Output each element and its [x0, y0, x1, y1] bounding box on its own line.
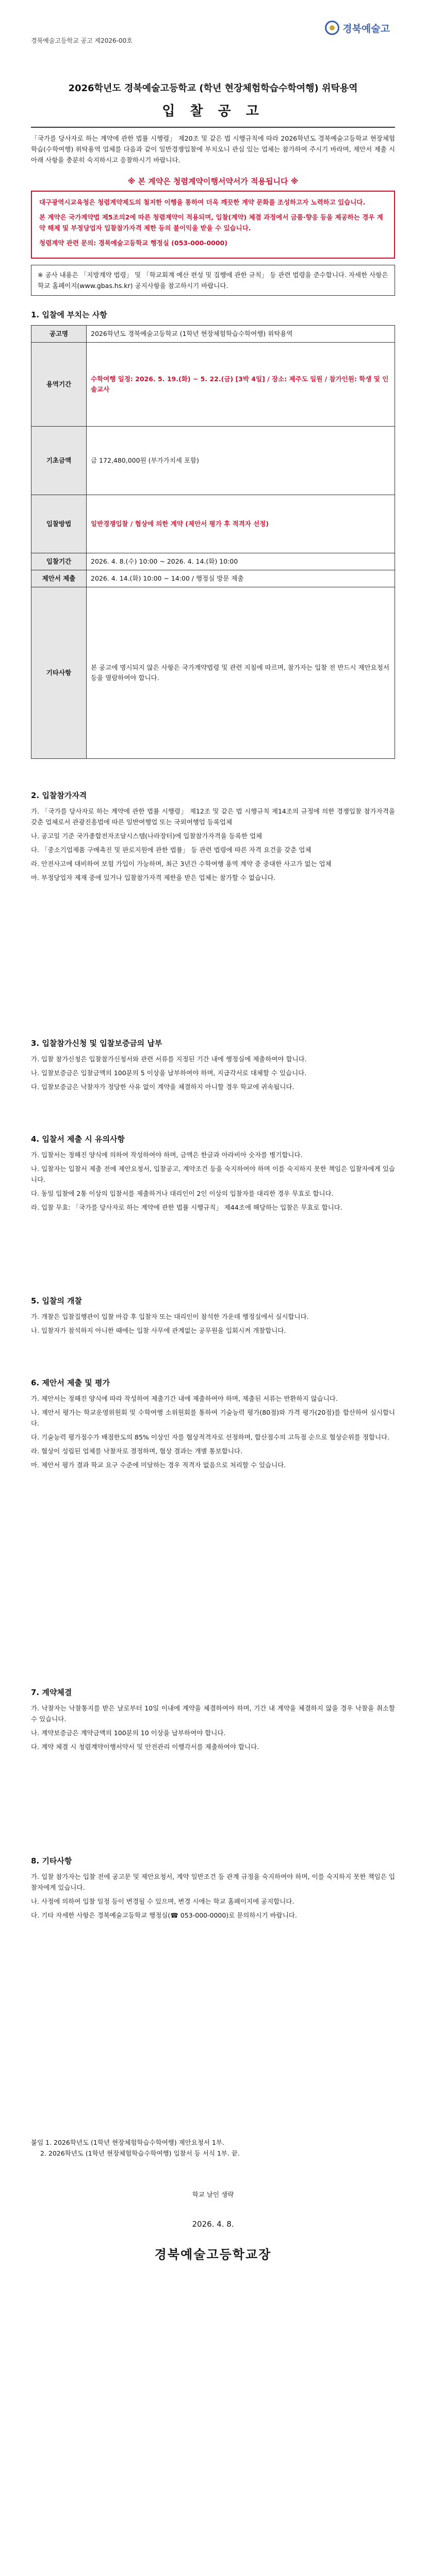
row-value: 2026. 4. 8.(수) 10:00 ~ 2026. 4. 14.(화) 10:00: [87, 553, 395, 570]
section-item: 나. 사정에 의하여 입찰 일정 등이 변경될 수 있으며, 변경 시에는 학교 홈페이지에 공지합니다.: [31, 1897, 294, 1905]
section-item: 나. 제안서 평가는 학교운영위원회 및 수학여행 소위원회를 통하여 기술능력 평가(80점)와 가격 평가(20점)를 합산하여 실시합니다.: [31, 1409, 395, 1427]
table-row: [31, 587, 395, 759]
section-item: 가. 입찰 참가신청은 입찰참가신청서와 관련 서류를 지정된 기간 내에 행정실에 제출하여야 합니다.: [31, 1055, 307, 1063]
section-heading: 6. 제안서 제출 및 평가: [31, 1378, 110, 1387]
row-label: 용역기간: [31, 343, 87, 427]
section-item: 나. 입찰보증금은 입찰금액의 100분의 5 이상을 납부하여야 하며, 지급각서로 대체할 수 있습니다.: [31, 1069, 307, 1077]
intro-paragraph: 「국가를 당사자로 하는 계약에 관한 법률 시행령」 제20조 및 같은 법 시행규칙에 따라 2026학년도 경북예술고등학교 현장체험학습(수학여행) 위탁용역 업체를 다음과 같이 일반경쟁입찰에 부치오니 관심 있는 업체는 참가하여 주시기 바라며, 제안서 제출 시 아래 사항을 충분히 숙지하시고 응찰하시기 바랍니다.: [31, 134, 395, 164]
section-item: 가. 제안서는 정해진 양식에 따라 작성하여 제출기간 내에 제출하여야 하며, 제출된 서류는 반환하지 않습니다.: [31, 1395, 338, 1402]
section-body: [31, 806, 395, 883]
section-heading: 2. 입찰참가자격: [31, 791, 87, 800]
row-value: 일반경쟁입찰 / 협상에 의한 계약 (제안서 평가 후 적격자 선정): [87, 495, 395, 553]
row-label: 기타사항: [31, 587, 87, 759]
section-body: [31, 1311, 395, 1336]
logo-text: 경북예술고: [342, 23, 390, 35]
table-row: [31, 343, 395, 427]
warning-item: 본 계약은 국가계약법 제5조의2에 따른 청렴계약이 적용되며, 입찰(계약) 체결 과정에서 금품·향응 등을 제공하는 경우 계약 해제 및 부정당업자 입찰참가자격 제한 등의 불이익을 받을 수 있습니다.: [39, 213, 383, 232]
title-divider: [31, 127, 395, 128]
integrity-warning-box: [31, 191, 395, 259]
section-item: 가. 입찰 참가자는 입찰 전에 공고문 및 제안요청서, 계약 일반조건 등 관계 규정을 숙지하여야 하며, 이를 숙지하지 못한 책임은 입찰자에게 있습니다.: [31, 1873, 395, 1891]
notice-box: ※ 공사 내용은 「지방계약 법령」 및 「학교회계 예산 편성 및 집행에 관한 규칙」 등 관련 법령을 준수합니다. 자세한 사항은 학교 홈페이지(www.gbas.hs.kr) 공지사항을 참고하시기 바랍니다.: [31, 265, 395, 296]
table-row: [31, 553, 395, 570]
section-item: 마. 부정당업자 제재 중에 있거나 입찰참가자격 제한을 받은 업체는 참가할 수 없습니다.: [31, 874, 276, 882]
document-number: 경북예술고등학교 공고 제2026-00호: [31, 37, 133, 44]
row-label: 입찰방법: [31, 495, 87, 553]
table-row: [31, 326, 395, 343]
section-item: 라. 입찰 무효: 「국가를 당사자로 하는 계약에 관한 법률 시행규칙」 제44조에 해당하는 입찰은 무효로 합니다.: [31, 1204, 342, 1211]
section-body: [31, 1393, 395, 1470]
section-item: 나. 계약보증금은 계약금액의 100분의 10 이상을 납부하여야 합니다.: [31, 1729, 226, 1737]
section-item: 라. 안전사고에 대비하여 보험 가입이 가능하며, 최근 3년간 수학여행 용역 계약 중 중대한 사고가 없는 업체: [31, 860, 332, 868]
signer-name: 경북예술고등학교장: [154, 2247, 272, 2262]
notice-date: 2026. 4. 8.: [192, 2219, 234, 2229]
table-row: [31, 427, 395, 495]
attachment-item: 2. 2026학년도 (1학년 현장체험학습수학여행) 입찰서 등 서식 1부. 끝.: [40, 2149, 240, 2157]
school-logo: [325, 21, 390, 35]
attachment-item: 붙임 1. 2026학년도 (1학년 현장체험학습수학여행) 제안요청서 1부.: [31, 2139, 224, 2146]
section-heading: 1. 입찰에 부치는 사항: [31, 310, 107, 319]
school-emblem-icon: [325, 21, 339, 35]
section-body: [31, 1054, 395, 1092]
section-body: [31, 1871, 395, 1921]
row-value: 본 공고에 명시되지 않은 사항은 국가계약법령 및 관련 지침에 따르며, 참가자는 입찰 전 반드시 제안요청서 등을 열람하여야 합니다.: [87, 587, 395, 759]
section-item: 가. 「국가를 당사자로 하는 계약에 관한 법률 시행령」 제12조 및 같은 법 시행규칙 제14조의 규정에 의한 경쟁입찰 참가자격을 갖춘 업체로서 관광진흥법에 따른 일반여행업 또는 국외여행업 등록업체: [31, 807, 395, 826]
section-body: [31, 1149, 395, 1213]
section-item: 다. 「중소기업제품 구매촉진 및 판로지원에 관한 법률」 등 관련 법령에 따른 자격 요건을 갖춘 업체: [31, 846, 312, 854]
section-heading: 5. 입찰의 개찰: [31, 1296, 83, 1306]
section-item: 다. 동일 입찰에 2통 이상의 입찰서를 제출하거나 대리인이 2인 이상의 입찰자를 대리한 경우 무효로 합니다.: [31, 1190, 334, 1197]
row-label: 기초금액: [31, 427, 87, 495]
section-item: 가. 개찰은 입찰집행관이 입찰 마감 후 입찰자 또는 대리인이 참석한 가운데 행정실에서 실시합니다.: [31, 1313, 309, 1320]
row-value: 수학여행 일정: 2026. 5. 19.(화) ~ 5. 22.(금) [3박 4일] / 장소: 제주도 일원 / 참가인원: 학생 및 인솔교사: [87, 343, 395, 427]
section-item: 라. 협상이 성립된 업체를 낙찰자로 결정하며, 협상 결과는 개별 통보합니다.: [31, 1447, 242, 1455]
section-item: 가. 입찰서는 정해진 양식에 의하여 작성하여야 하며, 금액은 한글과 아라비아 숫자를 병기합니다.: [31, 1151, 303, 1159]
section-item: 마. 제안서 평가 결과 학교 요구 수준에 미달하는 경우 적격자 없음으로 처리할 수 있습니다.: [31, 1461, 286, 1469]
integrity-warning-title: ※ 본 계약은 청렴계약이행서약서가 적용됩니다 ※: [127, 177, 299, 186]
section-item: 나. 입찰자는 입찰서 제출 전에 제안요청서, 입찰공고, 계약조건 등을 숙지하여야 하며 이를 숙지하지 못한 책임은 입찰자에게 있습니다.: [31, 1165, 395, 1183]
section-body: [31, 1703, 395, 1752]
section-heading: 7. 계약체결: [31, 1688, 72, 1697]
section-heading: 8. 기타사항: [31, 1856, 72, 1866]
row-label: 입찰기간: [31, 553, 87, 570]
section-item: 가. 낙찰자는 낙찰통지를 받은 날로부터 10일 이내에 계약을 체결하여야 하며, 기간 내 계약을 체결하지 않을 경우 낙찰을 취소할 수 있습니다.: [31, 1704, 395, 1723]
section-item: 다. 입찰보증금은 낙찰자가 정당한 사유 없이 계약을 체결하지 아니할 경우 학교에 귀속됩니다.: [31, 1083, 294, 1091]
row-value: 2026학년도 경북예술고등학교 (1학년 현장체험학습수학여행) 위탁용역: [87, 326, 395, 343]
attachments: [31, 2137, 395, 2159]
warning-item: 대구광역시교육청은 청렴계약제도의 철저한 이행을 통하여 더욱 깨끗한 계약 문화를 조성하고자 노력하고 있습니다.: [39, 198, 366, 206]
bid-info-table: [31, 325, 395, 759]
row-value: 2026. 4. 14.(화) 10:00 ~ 14:00 / 행정실 방문 제출: [87, 570, 395, 587]
row-value: 금 172,480,000원 (부가가치세 포함): [87, 427, 395, 495]
table-row: [31, 570, 395, 587]
warning-item: 청렴계약 관련 문의: 경북예술고등학교 행정실 (053-000-0000): [39, 239, 227, 247]
section-item: 나. 공고일 기준 국가종합전자조달시스템(나라장터)에 입찰참가자격을 등록한 업체: [31, 832, 263, 840]
section-item: 다. 기술능력 평가점수가 배점한도의 85% 이상인 자를 협상적격자로 선정하며, 합산점수의 고득점 순으로 협상순위를 정합니다.: [31, 1433, 390, 1441]
row-label: 공고명: [31, 326, 87, 343]
section-heading: 4. 입찰서 제출 시 유의사항: [31, 1134, 125, 1144]
section-heading: 3. 입찰참가신청 및 입찰보증금의 납부: [31, 1039, 162, 1048]
seal-note: 학교 날인 생략: [192, 2191, 234, 2198]
row-label: 제안서 제출: [31, 570, 87, 587]
notice-title: 2026학년도 경북예술고등학교 (학년 현장체험학습수학여행) 위탁용역: [68, 83, 358, 94]
notice-subtitle: 입 찰 공 고: [162, 104, 264, 119]
section-item: 다. 계약 체결 시 청렴계약이행서약서 및 안전관리 이행각서를 제출하여야 합니다.: [31, 1743, 259, 1751]
section-item: 다. 기타 자세한 사항은 경북예술고등학교 행정실(☎ 053-000-0000)로 문의하시기 바랍니다.: [31, 1911, 297, 1919]
table-row: [31, 495, 395, 553]
section-item: 나. 입찰자가 참석하지 아니한 때에는 입찰 사무에 관계없는 공무원을 입회시켜 개찰합니다.: [31, 1327, 286, 1334]
